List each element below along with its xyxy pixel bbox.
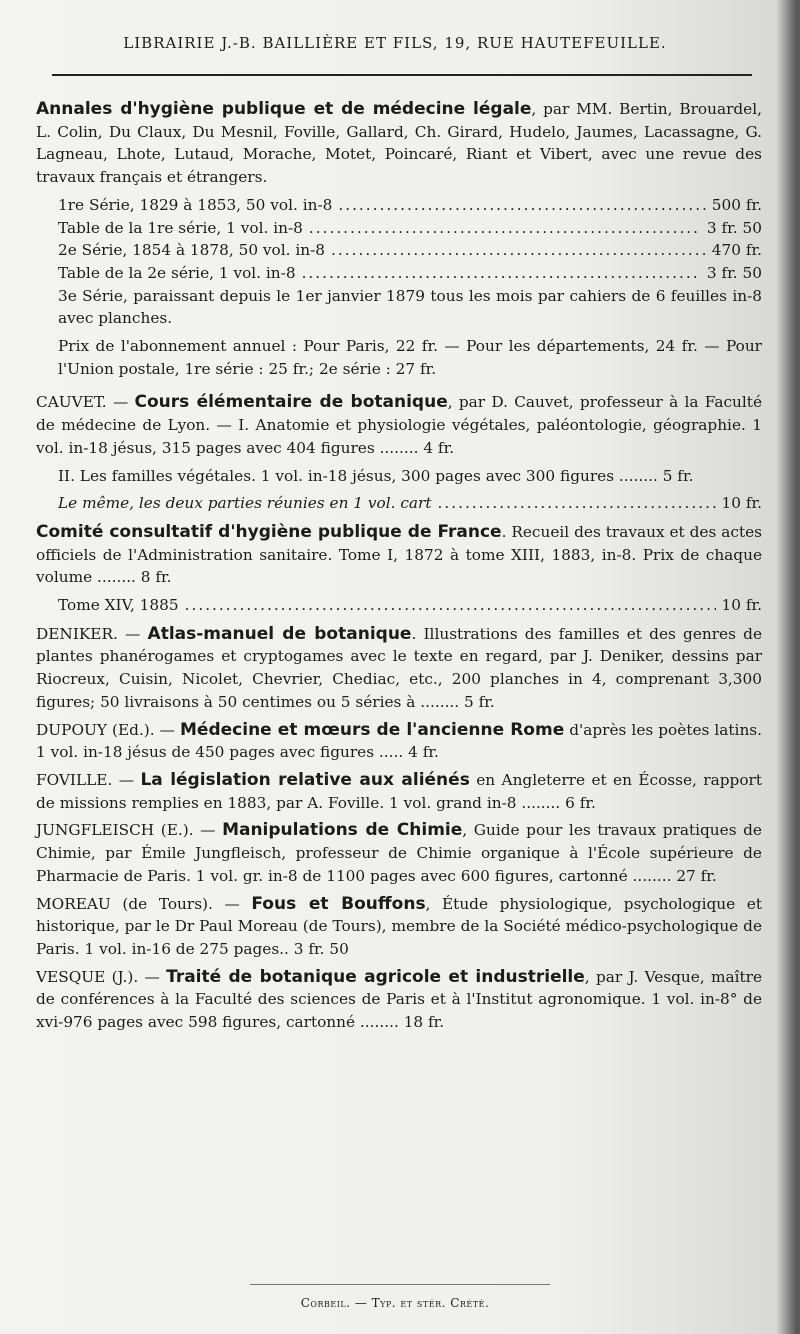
entry-description: , par MM. Bertin, Brouardel, L. Colin, Du Claux, Du Mesnil, Foville, Gallard, Ch. Girard, Hudelo, Jaumes, Lacassagne, G. Lagneau, Lhote, Lutaud, Morache, Motet, Poincaré, Riant et Vibert, avec une revue des travaux français et étrangers. <box>36 100 762 187</box>
entry-description: , par J. Vesque, maître de conférences à la Faculté des sciences de Paris et à l'Institut agronomique. 1 vol. in-8° de xvi-976 pages avec 598 figures, cartonné <box>36 967 763 1032</box>
entry-title: La législation relative aux aliénés <box>140 769 470 790</box>
price-line: Table de la 2e série, 1 vol. in-8 ..... 3 fr. 50 <box>36 262 762 285</box>
entry-description: , par D. Cauvet, professeur à la Faculté de médecine de Lyon. — I. Anatomie et physiologie végétales, paléontologie, géographie. 1 vol. in-18 jésus, 315 pages avec 404 figures <box>36 393 762 457</box>
entry-title: Médecine et mœurs de l'ancienne Rome <box>180 719 565 740</box>
price: 10 fr. <box>721 596 762 615</box>
entry-author: JUNGFLEISCH (E.). — <box>36 821 223 840</box>
price: 6 fr. <box>565 793 596 812</box>
footer-rule <box>250 1284 550 1285</box>
catalog-entry-vesque: VESQUE (J.). — Traité de botanique agricole et industrielle, par J. Vesque, maître de conférences à la Faculté des sciences de Paris et à l'Institut agronomique. 1 vol. in-8° de xvi-976 pages avec 598 figures, cartonné ........ 18 fr. <box>36 966 763 1032</box>
catalog-entry-annales <box>36 98 762 189</box>
page-footer: Corbeil. — Typ. et stér. Crété. <box>300 1296 490 1310</box>
entry-author: DENIKER. — <box>36 624 148 643</box>
entry-description: . Illustrations des familles et des genres de plantes phanérogames et cryptogames avec le texte en regard, par J. Deniker, dessins par Riocreux, Cuisin, Nicolet, Chevrier, Chediac, etc., 200 planches in 4, comprenant 3,300 figures; 50 livraisons à 50 centimes ou 5 séries à <box>36 624 763 711</box>
entry-author: CAUVET. — <box>36 393 135 412</box>
entry-description: . Recueil des travaux et des actes officiels de l'Administration sanitaire. Tome I, 1872 à tome XIII, 1883, in-8. Prix de chaque volume <box>36 522 762 587</box>
price-line: Le même, les deux parties réunies en 1 vol. cart ..... 10 fr. <box>36 492 762 515</box>
price-line: 1re Série, 1829 à 1853, 50 vol. in-8 ..... 500 fr. <box>36 194 762 217</box>
entry-author: VESQUE (J.). — <box>36 967 167 986</box>
catalog-entry-foville: FOVILLE. — La législation relative aux aliénés en Angleterre et en Écosse, rapport de missions remplies en 1883, par A. Foville. 1 vol. grand in-8 ........ 6 fr. <box>36 769 762 812</box>
entry-title: Atlas-manuel de botanique <box>147 623 412 644</box>
price: 3 fr. 50 <box>706 263 762 282</box>
price-line: Tome XIV, 1885 ..... 10 fr. <box>36 594 762 617</box>
entry-title: Fous et Bouffons <box>251 893 426 914</box>
entry-title: Traité de botanique agricole et industrielle <box>166 966 585 987</box>
price: 3 fr. 50 <box>293 939 349 958</box>
entry-title: Comité consultatif d'hygiène publique de France <box>36 521 502 542</box>
price: 5 fr. <box>662 466 694 485</box>
catalog-entry-jungfleisch: JUNGFLEISCH (E.). — Manipulations de Chimie, Guide pour les travaux pratiques de Chimie, par Émile Jungfleisch, professeur de Chimie organique à l'École supérieure de Pharmacie de Paris. 1 vol. gr. in-8 de 1100 pages avec 600 figures, cartonné ........ 27 fr. <box>36 820 762 885</box>
catalog-content <box>36 98 762 1039</box>
header-rule <box>52 74 752 76</box>
price: 3 fr. 50 <box>706 218 762 237</box>
price-line: 2e Série, 1854 à 1878, 50 vol. in-8 ..... 470 fr. <box>36 239 762 262</box>
price: 18 fr. <box>403 1013 445 1032</box>
price: 27 fr. <box>676 866 717 885</box>
entry-note: 3e Série, paraissant depuis le 1er janvier 1879 tous les mois par cahiers de 6 feuilles in-8 avec planches. <box>58 286 762 328</box>
entry-description: en Angleterre et en Écosse, rapport de missions remplies en 1883, par A. Foville. 1 vol. grand in-8 <box>36 770 762 812</box>
entry-title: Manipulations de Chimie <box>222 820 463 841</box>
catalog-entry-dupouy: DUPOUY (Ed.). — Médecine et mœurs de l'ancienne Rome d'après les poètes latins. 1 vol. in-18 jésus de 450 pages avec figures ..... 4 fr. <box>36 719 763 762</box>
price-line: Table de la 1re série, 1 vol. in-8 ..... 3 fr. 50 <box>36 217 762 240</box>
entry-author: FOVILLE. — <box>36 770 141 789</box>
price: 4 fr. <box>408 743 439 762</box>
entry-title: Cours élémentaire de botanique <box>134 392 448 413</box>
price: 5 fr. <box>464 692 495 711</box>
catalog-entry-moreau <box>36 893 762 961</box>
price: 8 fr. <box>140 568 172 587</box>
entry-description: , Guide pour les travaux pratiques de Chimie, par Émile Jungfleisch, professeur de Chimie organique à l'École supérieure de Pharmacie de Paris. 1 vol. gr. in-8 de 1100 pages avec 600 figures, cartonné <box>36 821 762 885</box>
entry-description: d'après les poètes latins. 1 vol. in-18 jésus de 450 pages avec figures <box>36 720 763 762</box>
price: 500 fr. <box>711 195 762 214</box>
price: 10 fr. <box>721 494 762 513</box>
catalog-entry-comite: Comité consultatif d'hygiène publique de France. Recueil des travaux et des actes officiels de l'Administration sanitaire. Tome I, 1872 à tome XIII, 1883, in-8. Prix de chaque volume ........ 8 fr. <box>36 521 762 587</box>
entry-author: MOREAU (de Tours). — <box>36 894 252 913</box>
entry-note: Prix de l'abonnement annuel : Pour Paris, 22 fr. — Pour les départements, 24 fr. — Pour l'Union postale, 1re série : 25 fr.; 2e série : 27 fr. <box>58 337 762 378</box>
entry-title: Annales d'hygiène publique et de médecine légale <box>36 99 532 119</box>
price: 470 fr. <box>711 241 762 260</box>
catalog-entry-deniker: DENIKER. — Atlas-manuel de botanique. Illustrations des familles et des genres de plantes phanérogames et cryptogames avec le texte en regard, par J. Deniker, dessins par Riocreux, Cuisin, Nicolet, Chevrier, Chediac, etc., 200 planches in 4, comprenant 3,300 figures; 50 livraisons à 50 centimes ou 5 séries à ........ 5 fr. <box>36 623 763 711</box>
entry-author: DUPOUY (Ed.). — <box>36 720 181 739</box>
entry-subpart: II. Les familles végétales. 1 vol. in-18 jésus, 300 pages avec 300 figures ........ 5 fr. <box>58 466 694 485</box>
price: 4 fr. <box>423 438 455 457</box>
catalog-entry-cauvet: CAUVET. — Cours élémentaire de botanique, par D. Cauvet, professeur à la Faculté de médecine de Lyon. — I. Anatomie et physiologie végétales, paléontologie, géographie. 1 vol. in-18 jésus, 315 pages avec 404 figures ........ 4 fr. <box>36 392 762 457</box>
page-header: LIBRAIRIE J.-B. BAILLIÈRE ET FILS, 19, RUE HAUTEFEUILLE. <box>123 34 667 52</box>
entry-description: , Étude physiologique, psychologique et historique, par le Dr Paul Moreau (de Tours), membre de la Société médico-psychologique de Paris. 1 vol. in-16 de 275 pages.. <box>36 894 762 958</box>
